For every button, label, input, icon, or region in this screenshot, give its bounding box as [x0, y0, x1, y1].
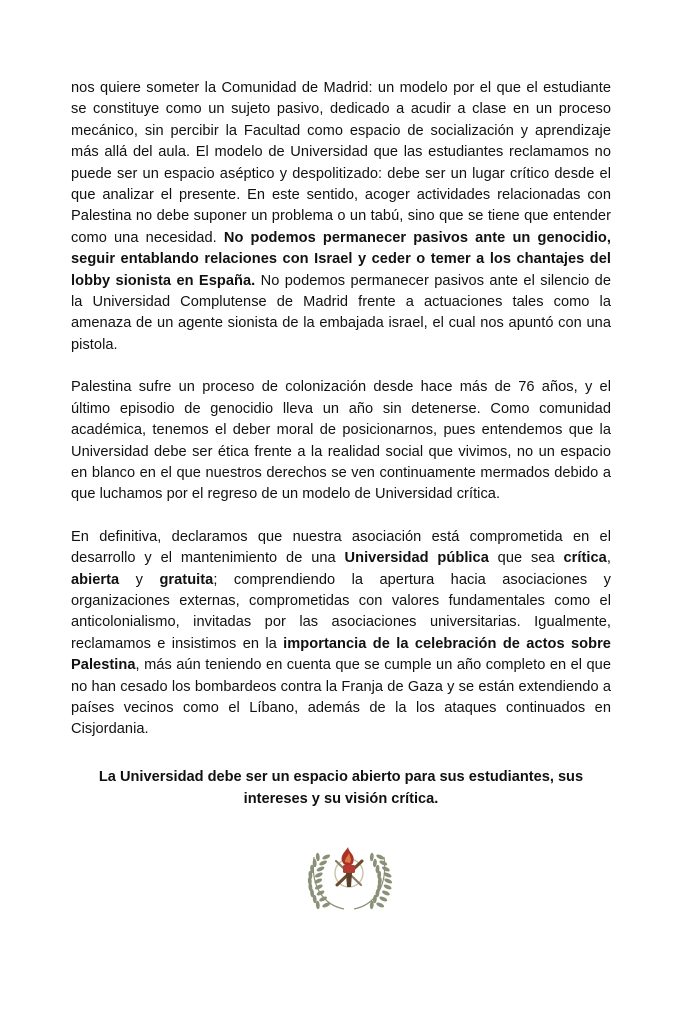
laurel-branch-left: [308, 853, 344, 910]
text-run: nos quiere someter la Comunidad de Madrid: un modelo por el que el estudiante se constituye como un sujeto pasivo, dedicado a acudir a clase en un proceso mecánico, sin percibir la Facultad como espacio de socialización y aprendizaje más allá del aula. El modelo de Universidad que las estudiantes reclamamos no puede ser un espacio aséptico y despolitizado: debe ser un lugar crítico desde el que analizar el presente. En este sentido, acoger actividades relacionadas con Palestina no debe suponer un problema o un tabú, sino que se tiene que entender como una necesidad.: [71, 80, 611, 246]
text-run: En definitiva, declaramos que nuestra asociación está comprometida en el desarrollo y el mantenimiento de una: [71, 528, 611, 567]
text-run: Palestina sufre un proceso de colonización desde hace más de 76 años, y el último episodio de genocidio lleva un año sin detenerse. Como comunidad académica, tenemos el deber moral de posicionarnos, pues entendemos que la Universidad debe ser ética frente a la realidad social que vivimos, no un espacio en blanco en el que nuestros derechos se ven continuamente mermados debido a que luchamos por el regreso de un modelo de Universidad crítica.: [71, 379, 611, 503]
text-run: que sea: [488, 550, 564, 567]
laurel-leaf: [376, 902, 385, 909]
bold-text-run: abierta: [71, 571, 120, 588]
laurel-leaf: [379, 896, 388, 903]
paragraph: [71, 527, 611, 741]
laurel-leaf: [316, 853, 321, 862]
closing-statement: [91, 766, 591, 810]
laurel-leaf: [381, 890, 390, 897]
bold-text-run: gratuita: [159, 571, 214, 588]
laurel-leaf: [314, 872, 323, 879]
bold-text-run: No podemos permanecer pasivos ante un genocidio, seguir entablando relaciones con Israel y ceder o temer a los chantajes del lobby sionista en España.: [71, 229, 611, 289]
laurel-leaf: [370, 853, 375, 862]
bold-text-run: crítica: [563, 550, 607, 567]
laurel-leaf: [376, 854, 385, 861]
bold-text-run: Universidad pública: [344, 550, 489, 567]
laurel-leaf: [322, 854, 331, 861]
laurel-leaf: [316, 866, 325, 873]
laurel-leaf: [384, 878, 393, 885]
document-page: [71, 78, 611, 810]
paragraph: [71, 377, 611, 505]
paragraph: [71, 78, 611, 356]
laurel-leaf: [383, 884, 392, 891]
laurel-leaf: [379, 860, 388, 867]
text-run: ,: [606, 550, 611, 567]
closing-line-2: intereses y su visión crítica.: [243, 790, 439, 807]
text-run: No podemos permanecer pasivos ante el silencio de la Universidad Complutense de Madrid frente a actuaciones tales como la amenaza de un agente sionista de la embajada israel, el cual nos apuntó con una pistola.: [71, 272, 611, 353]
text-run: y: [119, 571, 160, 588]
laurel-torch-emblem-icon: [304, 835, 394, 913]
text-run: , más aún teniendo en cuenta que se cumple un año completo en el que no han cesado los bombardeos contra la Franja de Gaza y se están extendiendo a países vecinos como el Líbano, además de la los ataques continuados en Cisjordania.: [71, 657, 611, 738]
laurel-leaf: [381, 866, 390, 873]
text-run: ; comprendiendo la apertura hacia asociaciones y organizaciones externas, comprometidas con valores fundamentales como el anticolonialismo, invitadas por las asociaciones universitarias. Igualmente, reclamamos e insistimos en la: [71, 571, 611, 652]
torch-icon: [335, 847, 363, 887]
closing-line-1: La Universidad debe ser un espacio abierto para sus estudiantes, sus: [98, 768, 584, 785]
laurel-leaf: [318, 860, 327, 867]
bold-text-run: importancia de la celebración de actos sobre Palestina: [71, 635, 611, 674]
laurel-leaf: [316, 890, 325, 897]
